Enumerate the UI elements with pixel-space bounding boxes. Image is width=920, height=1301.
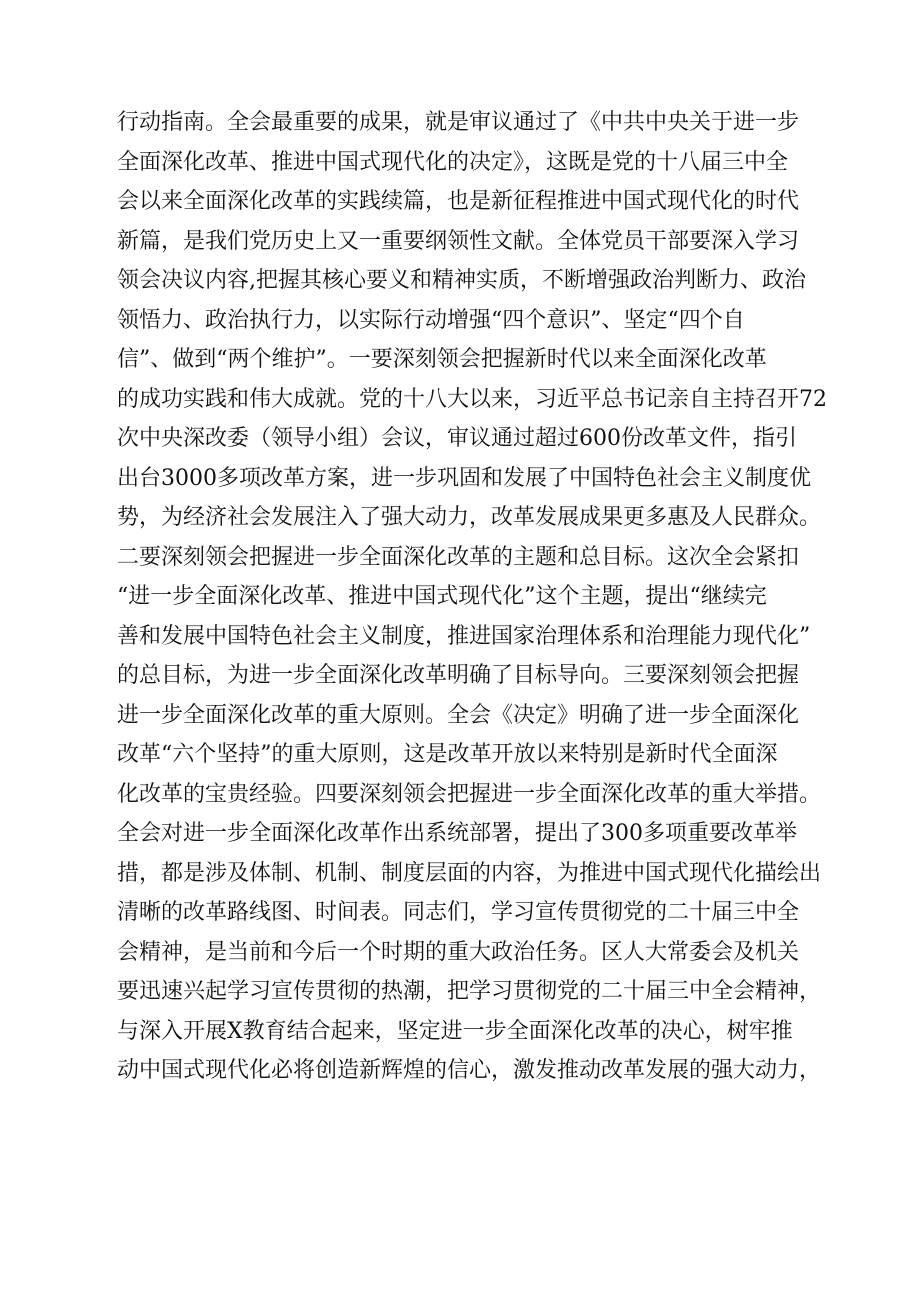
text-line: 信”、做到“两个维护”。一要深刻领会把握新时代以来全面深化改革 [117, 347, 767, 372]
text-line: 全会对进一步全面深化改革作出系统部署，提出了300多项重要改革举 [117, 821, 797, 846]
text-line: 化改革的宝贵经验。四要深刻领会把握进一步全面深化改革的重大举措。 [117, 781, 822, 807]
text-line: 会精神，是当前和今后一个时期的重大政治任务。区人大常委会及机关 [117, 939, 800, 965]
text-line: 会以来全面深化改革的实践续篇，也是新征程推进中国式现代化的时代 [117, 189, 800, 214]
text-line: 的成功实践和伟大成就。党的十八大以来，习近平总书记亲自主持召开72 [117, 386, 827, 412]
text-line: 领悟力、政治执行力，以实际行动增强“四个意识”、坚定“四个自 [117, 307, 745, 333]
text-line: 行动指南。全会最重要的成果，就是审议通过了《中共中央关于进一步 [117, 110, 800, 135]
text-line: 改革“六个坚持”的重大原则，这是改革开放以来特别是新时代全面深 [117, 742, 778, 767]
text-line: “进一步全面深化改革、推进中国式现代化”这个主题，提出“继续完 [117, 584, 767, 609]
text-line: 势，为经济社会发展注入了强大动力，改革发展成果更多惠及人民群众。 [117, 505, 822, 530]
text-line: 要迅速兴起学习宣传贯彻的热潮，把学习贯彻党的二十届三中全会精神， [117, 979, 822, 1004]
body-text [117, 103, 837, 1091]
text-line: 次中央深改委（领导小组）会议，审议通过超过600份改革文件，指引 [117, 426, 797, 451]
text-line: 二要深刻领会把握进一步全面深化改革的主题和总目标。这次全会紧扣 [117, 544, 800, 570]
text-line: 措，都是涉及体制、机制、制度层面的内容，为推进中国式现代化描绘出 [117, 860, 822, 886]
text-line: 的总目标，为进一步全面深化改革明确了目标导向。三要深刻领会把握 [117, 663, 800, 688]
text-line: 进一步全面深化改革的重大原则。全会《决定》明确了进一步全面深化 [117, 702, 800, 728]
text-line: 与深入开展X教育结合起来，坚定进一步全面深化改革的决心，树牢推 [117, 1018, 793, 1044]
text-line: 清晰的改革路线图、时间表。同志们，学习宣传贯彻党的二十届三中全 [117, 900, 800, 925]
text-line: 新篇，是我们党历史上又一重要纲领性文献。全体党员干部要深入学习 [117, 228, 800, 254]
text-line: 善和发展中国特色社会主义制度，推进国家治理体系和治理能力现代化” [117, 623, 811, 649]
text-line: 动中国式现代化必将创造新辉煌的信心，激发推动改革发展的强大动力， [117, 1058, 822, 1083]
text-line: 领会决议内容,把握其核心要义和精神实质，不断增强政治判断力、政治 [117, 268, 806, 293]
text-line: 全面深化改革、推进中国式现代化的决定》，这既是党的十八届三中全 [117, 149, 789, 175]
text-line: 出台3000多项改革方案，进一步巩固和发展了中国特色社会主义制度优 [117, 465, 811, 491]
